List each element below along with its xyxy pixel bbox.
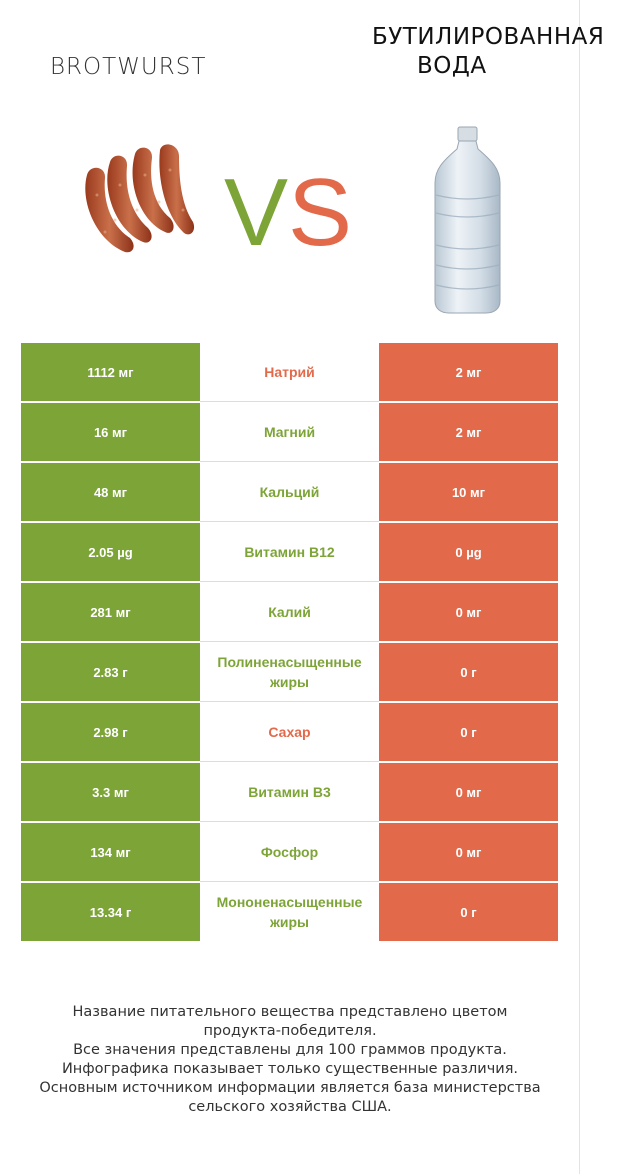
vs-s: S bbox=[288, 159, 353, 266]
nutrient-name-cell: Фосфор bbox=[260, 844, 319, 860]
right-value-cell: 0 г bbox=[379, 703, 558, 761]
right-title-line2: ВОДА bbox=[417, 53, 487, 79]
right-value-cell: 0 мг bbox=[379, 823, 558, 881]
nutrient-name-cell: Мононенасыщенные жиры bbox=[216, 894, 363, 930]
right-value-cell: 2 мг bbox=[379, 403, 558, 461]
footnote-line: Инфографика показывает только существенные различия. bbox=[61, 1061, 519, 1077]
left-value-cell: 16 мг bbox=[21, 403, 200, 461]
table-row bbox=[21, 883, 558, 943]
table-row bbox=[21, 403, 558, 463]
vs-v: V bbox=[224, 159, 289, 266]
left-value-cell: 48 мг bbox=[21, 463, 200, 521]
left-product-title: BROTWURST bbox=[50, 54, 207, 80]
table-row bbox=[21, 583, 558, 643]
left-value-cell: 2.98 г bbox=[21, 703, 200, 761]
right-value-cell: 2 мг bbox=[379, 343, 558, 401]
right-value-cell: 10 мг bbox=[379, 463, 558, 521]
right-value-cell: 0 г bbox=[379, 883, 558, 941]
vs-label bbox=[224, 158, 352, 268]
left-value-cell: 2.83 г bbox=[21, 643, 200, 701]
sausage-image bbox=[75, 140, 205, 260]
nutrient-name-cell: Магний bbox=[263, 424, 316, 440]
table-row bbox=[21, 523, 558, 583]
nutrient-name-cell: Сахар bbox=[268, 724, 311, 740]
footnote bbox=[0, 1003, 580, 1117]
left-value-cell: 13.34 г bbox=[21, 883, 200, 941]
right-value-cell: 0 µg bbox=[379, 523, 558, 581]
table-row bbox=[21, 703, 558, 763]
table-row bbox=[21, 463, 558, 523]
left-value-cell: 3.3 мг bbox=[21, 763, 200, 821]
right-value-cell: 0 г bbox=[379, 643, 558, 701]
table-row bbox=[21, 763, 558, 823]
left-value-cell: 281 мг bbox=[21, 583, 200, 641]
table-row bbox=[21, 343, 558, 403]
left-value-cell: 134 мг bbox=[21, 823, 200, 881]
table-row bbox=[21, 823, 558, 883]
footnote-line: продукта-победителя. bbox=[203, 1023, 377, 1039]
footnote-line: Название питательного вещества представлено цветом bbox=[72, 1004, 508, 1020]
nutrient-name-cell: Калий bbox=[268, 604, 311, 620]
right-value-cell: 0 мг bbox=[379, 583, 558, 641]
footnote-line: сельского хозяйства США. bbox=[188, 1099, 392, 1115]
nutrient-name-cell: Натрий bbox=[264, 364, 315, 380]
nutrient-name-cell: Кальций bbox=[259, 484, 320, 500]
nutrient-name-cell: Витамин B3 bbox=[248, 784, 331, 800]
nutrient-name-cell: Полиненасыщенные жиры bbox=[217, 654, 362, 690]
comparison-table bbox=[21, 343, 558, 943]
frame-border bbox=[579, 0, 580, 1174]
right-title-line1: БУТИЛИРОВАННАЯ bbox=[372, 24, 605, 50]
left-value-cell: 2.05 µg bbox=[21, 523, 200, 581]
nutrient-name-cell: Витамин B12 bbox=[244, 544, 335, 560]
table-row bbox=[21, 643, 558, 703]
footnote-line: Все значения представлены для 100 граммов продукта. bbox=[73, 1042, 507, 1058]
footnote-line: Основным источником информации является база министерства bbox=[39, 1080, 541, 1096]
right-product-title bbox=[372, 23, 625, 81]
left-value-cell: 1112 мг bbox=[21, 343, 200, 401]
right-value-cell: 0 мг bbox=[379, 763, 558, 821]
water-bottle-image bbox=[430, 125, 505, 315]
